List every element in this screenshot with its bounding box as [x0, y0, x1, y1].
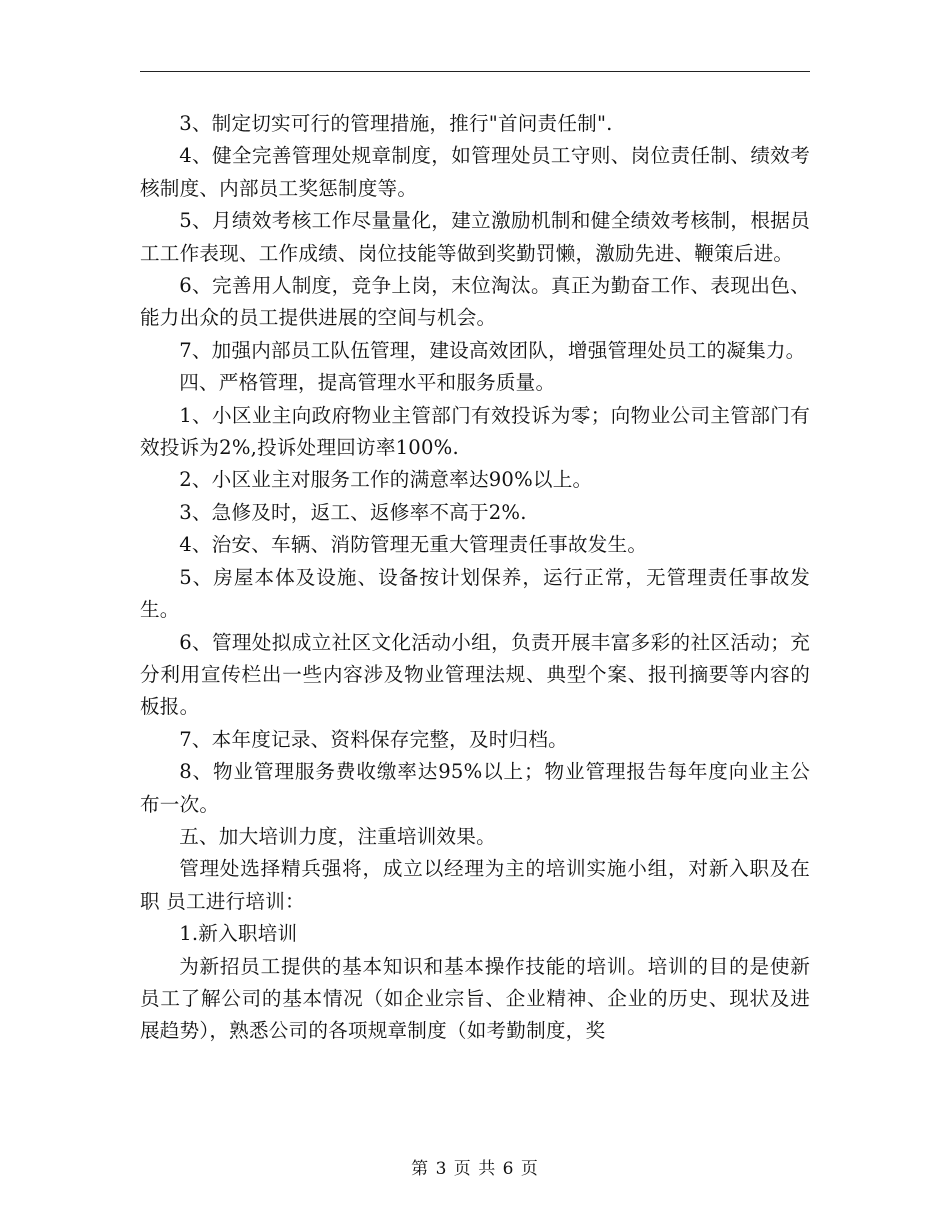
paragraph: 4、健全完善管理处规章制度，如管理处员工守则、岗位责任制、绩效考核制度、内部员工奖惩制度等。	[140, 144, 810, 200]
header-rule	[140, 71, 810, 72]
paragraph: 1、小区业主向政府物业主管部门有效投诉为零；向物业公司主管部门有效投诉为2%,投诉处理回访率100%.	[140, 403, 810, 460]
paragraph: 3、制定切实可行的管理措施，推行"首问责任制".	[179, 112, 613, 135]
paragraph: 7、加强内部员工队伍管理，建设高效团队，增强管理处员工的凝集力。	[179, 338, 806, 362]
paragraph: 7、本年度记录、资料保存完整，及时归档。	[179, 727, 568, 751]
paragraph: 8、物业管理服务费收缴率达95%以上；物业管理报告每年度向业主公布一次。	[140, 760, 810, 816]
paragraph: 5、月绩效考核工作尽量量化，建立激励机制和健全绩效考核制，根据员工工作表现、工作成绩、岗位技能等做到奖勤罚懒，激励先进、鞭策后进。	[140, 209, 810, 265]
paragraph: 为新招员工提供的基本知识和基本操作技能的培训。培训的目的是使新员工了解公司的基本情况（如企业宗旨、企业精神、企业的历史、现状及进展趋势），熟悉公司的各项规章制度（如考勤制度，奖	[140, 954, 810, 1043]
section-heading: 四、严格管理，提高管理水平和服务质量。	[179, 371, 556, 395]
paragraph: 6、管理处拟成立社区文化活动小组，负责开展丰富多彩的社区活动；充分利用宣传栏出一些内容涉及物业管理法规、典型个案、报刊摘要等内容的板报。	[140, 630, 810, 719]
paragraph: 3、急修及时，返工、返修率不高于2%.	[179, 500, 527, 524]
section-heading: 五、加大培训力度，注重培训效果。	[179, 824, 496, 848]
page-number-footer: 第 3 页 共 6 页	[411, 1159, 539, 1179]
paragraph: 4、治安、车辆、消防管理无重大管理责任事故发生。	[179, 533, 648, 557]
paragraph: 6、完善用人制度，竞争上岗，末位淘汰。真正为勤奋工作、表现出色、能力出众的员工提供进展的空间与机会。	[140, 274, 810, 330]
subsection-heading: 1.新入职培训	[179, 922, 298, 946]
paragraph: 2、小区业主对服务工作的满意率达90%以上。	[179, 468, 593, 492]
paragraph: 管理处选择精兵强将，成立以经理为主的培训实施小组，对新入职及在职 员工进行培训：	[140, 857, 810, 913]
body-text	[140, 108, 810, 1048]
paragraph: 5、房屋本体及设施、设备按计划保养，运行正常，无管理责任事故发生。	[140, 565, 810, 622]
